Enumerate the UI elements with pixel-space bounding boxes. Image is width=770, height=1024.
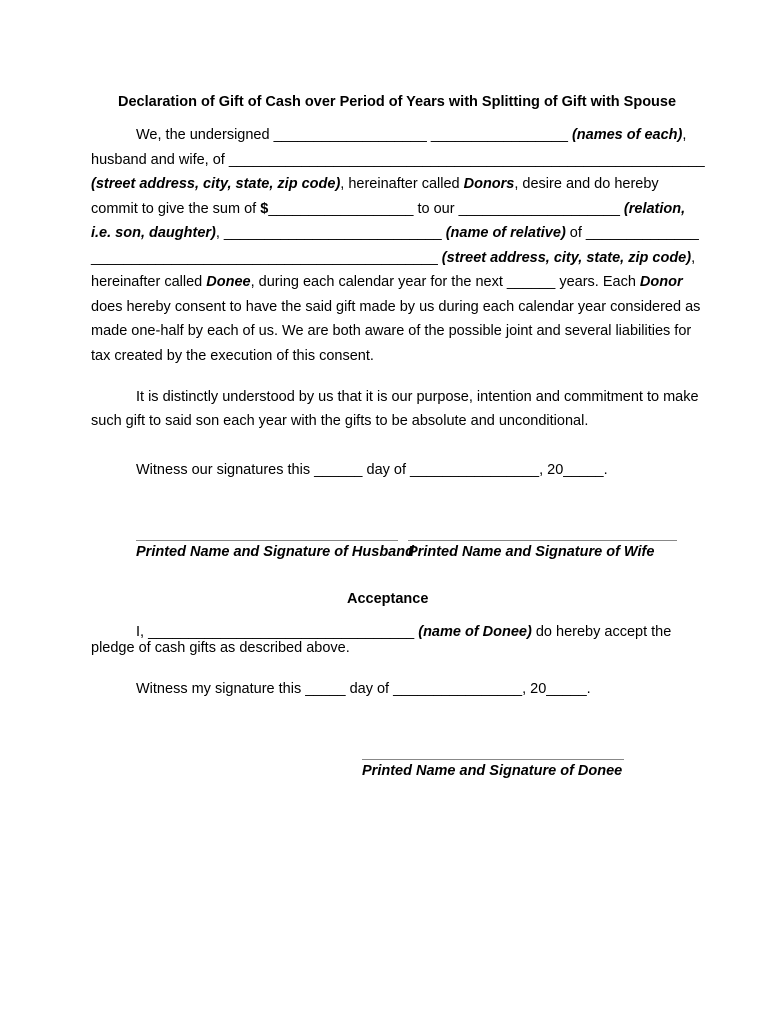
street-address-label: (street address, city, state, zip code)	[91, 176, 341, 192]
p1-text: , desire and do hereby	[514, 176, 659, 192]
husband-signature-caption: Printed Name and Signature of Husband	[136, 544, 414, 560]
relation-label: (relation,	[623, 201, 686, 217]
husband-signature-line	[136, 540, 398, 541]
dollar-sign: $	[260, 201, 269, 217]
names-of-each-label: (names of each)	[571, 127, 683, 143]
p1-text: , during each calendar year for the next ______ years. Each	[250, 274, 640, 290]
wife-signature-caption: Printed Name and Signature of Wife	[408, 544, 655, 560]
donee-signature-caption: Printed Name and Signature of Donee	[362, 763, 623, 779]
relation-example-label: i.e. son, daughter)	[91, 225, 216, 241]
acceptance-text: I, _________________________________	[136, 624, 419, 640]
donee-signature-line	[362, 759, 624, 760]
p1-text: commit to give the sum of	[91, 201, 261, 217]
donors-term: Donors	[463, 176, 515, 192]
p1-text: We, the undersigned ___________________ _________________	[136, 127, 572, 143]
p1-text: hereinafter called	[91, 274, 207, 290]
street-address-label: (street address, city, state, zip code)	[441, 250, 692, 266]
donee-witness-statement: Witness my signature this _____ day of ________________, 20_____.	[136, 681, 591, 697]
p1-text: ___________________________________________	[91, 250, 442, 266]
p1-line-4	[91, 201, 685, 217]
p1-line-5	[91, 225, 699, 241]
p2-line-2: such gift to said son each year with the gifts to be absolute and unconditional.	[91, 413, 589, 429]
p1-text: ,	[691, 250, 696, 266]
p1-text: __________________ to our ____________________	[268, 201, 624, 217]
name-of-relative-label: (name of relative)	[445, 225, 566, 241]
p1-line-8: does hereby consent to have the said gift made by us during each calendar year considered as	[91, 299, 701, 315]
p1-text: of ______________	[565, 225, 699, 241]
acceptance-line-2: pledge of cash gifts as described above.	[91, 640, 350, 656]
donee-term: Donee	[206, 274, 251, 290]
p1-text: ,	[682, 127, 687, 143]
donor-term: Donor	[639, 274, 683, 290]
p2-line-1: It is distinctly understood by us that it is our purpose, intention and commitment to make	[136, 389, 699, 405]
p1-line-10: tax created by the execution of this consent.	[91, 348, 374, 364]
witness-statement: Witness our signatures this ______ day of ________________, 20_____.	[136, 462, 608, 478]
p1-text: , ___________________________	[215, 225, 446, 241]
acceptance-line-1	[136, 624, 671, 640]
p1-line-3	[91, 176, 659, 192]
p1-line-7	[91, 274, 683, 290]
p1-text: , hereinafter called	[340, 176, 464, 192]
p1-line-9: made one-half by each of us. We are both aware of the possible joint and several liabilities for	[91, 323, 692, 339]
p1-line-6	[91, 250, 695, 266]
acceptance-text: do hereby accept the	[531, 624, 672, 640]
wife-signature-line	[408, 540, 677, 541]
name-of-donee-label: (name of Donee)	[418, 624, 532, 640]
document-title: Declaration of Gift of Cash over Period of Years with Splitting of Gift with Spouse	[118, 94, 677, 110]
p1-line-2: husband and wife, of ___________________________________________________________	[91, 152, 705, 168]
p1-line-1	[136, 127, 686, 143]
acceptance-heading: Acceptance	[347, 591, 429, 607]
